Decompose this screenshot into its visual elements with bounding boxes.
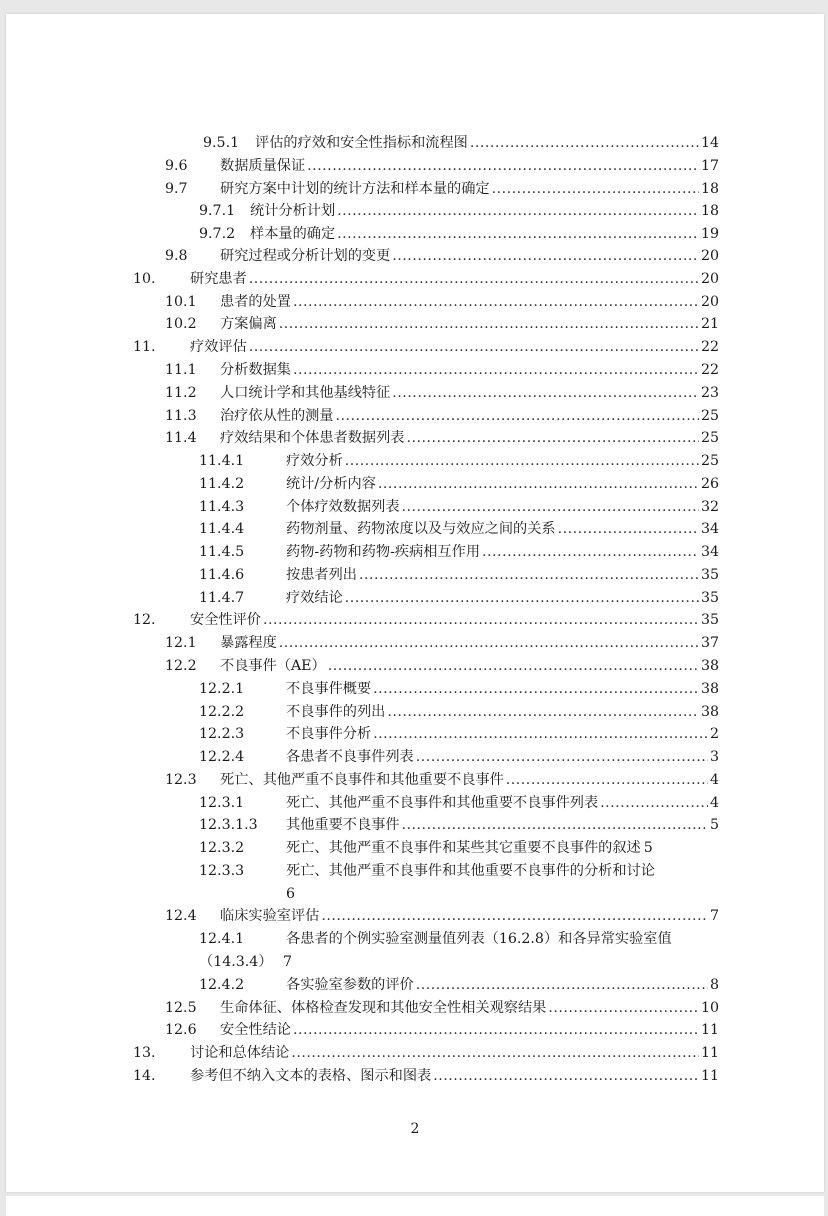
toc-entry-title: 人口统计学和其他基线特征 <box>220 385 391 401</box>
toc-entry-title: 方案偏离 <box>220 316 277 332</box>
toc-entry[interactable] <box>199 679 719 700</box>
toc-entry-number: 11.4.7 <box>199 590 245 606</box>
toc-entry-page: 23 <box>700 385 719 401</box>
toc-entry-page: 20 <box>700 294 719 310</box>
dot-leader <box>392 246 699 267</box>
toc-entry[interactable] <box>165 998 719 1019</box>
toc-entry[interactable] <box>199 838 719 859</box>
dot-leader <box>373 724 708 745</box>
dot-leader <box>600 793 708 814</box>
toc-entry-page: 34 <box>700 521 719 537</box>
toc-entry[interactable] <box>199 542 719 563</box>
dot-leader <box>482 542 699 563</box>
toc-entry-number: 11.3 <box>165 408 197 424</box>
dot-leader <box>279 314 699 335</box>
toc-entry-number: 11.2 <box>165 385 197 401</box>
toc-entry-title: 生命体征、体格检查发现和其他安全性相关观察结果 <box>220 1000 547 1016</box>
toc-entry-title: 数据质量保证 <box>220 158 306 174</box>
toc-entry-page: 35 <box>700 567 719 583</box>
toc-entry-title: 安全性评价 <box>190 612 261 628</box>
toc-entry-number: 12.3 <box>165 772 197 788</box>
toc-entry-page: 25 <box>700 430 719 446</box>
toc-entry-number: 12.2.1 <box>199 681 245 697</box>
toc-entry-number: 11.4.5 <box>199 544 245 560</box>
toc-entry[interactable] <box>133 269 719 290</box>
toc-entry-number: 11.4.1 <box>199 453 245 469</box>
toc-entry-title: 疗效分析 <box>286 453 343 469</box>
dot-leader <box>307 156 699 177</box>
toc-entry-page: 5 <box>643 840 653 856</box>
dot-leader <box>416 975 708 996</box>
toc-entry-page: 3 <box>709 749 719 765</box>
toc-entry-title: 不良事件（AE） <box>220 658 326 674</box>
dot-leader <box>337 201 699 222</box>
toc-entry-number: 12.3.3 <box>199 863 245 879</box>
toc-entry[interactable] <box>199 975 719 996</box>
toc-entry-title: 暴露程度 <box>220 635 277 651</box>
toc-entry-page: 37 <box>700 635 719 651</box>
toc-entry-page: 38 <box>700 681 719 697</box>
toc-entry-page: 38 <box>700 704 719 720</box>
toc-entry-title: 死亡、其他严重不良事件和其他重要不良事件列表 <box>286 795 599 811</box>
table-of-contents <box>6 14 824 1192</box>
toc-entry-number: 12.2.3 <box>199 726 245 742</box>
dot-leader <box>406 428 698 449</box>
toc-entry[interactable] <box>165 360 719 381</box>
toc-entry[interactable] <box>199 565 719 586</box>
toc-entry-title: 药物-药物和药物-疾病相互作用 <box>286 544 481 560</box>
dot-leader <box>249 269 699 290</box>
toc-entry-title: 不良事件的列出 <box>286 704 386 720</box>
toc-entry[interactable] <box>199 224 719 245</box>
toc-entry[interactable] <box>165 428 719 449</box>
toc-entry-page: 11 <box>700 1022 719 1038</box>
document-page <box>6 14 824 1192</box>
toc-entry-number: 11.4.6 <box>199 567 245 583</box>
toc-entry-title-cont: （14.3.4） <box>199 954 273 970</box>
toc-entry-page: 20 <box>700 248 719 264</box>
toc-entry[interactable] <box>199 815 719 836</box>
toc-entry-number: 12.3.2 <box>199 840 245 856</box>
dot-leader <box>293 292 699 313</box>
toc-entry-page: 21 <box>700 316 719 332</box>
toc-entry-title: 安全性结论 <box>220 1022 291 1038</box>
toc-entry-title: 疗效结论 <box>286 590 343 606</box>
toc-entry-title: 治疗依从性的测量 <box>220 408 334 424</box>
toc-entry-page: 8 <box>709 977 719 993</box>
toc-entry-page: 7 <box>283 954 293 970</box>
toc-entry-number: 12.2.2 <box>199 704 245 720</box>
toc-entry-page: 10 <box>700 1000 719 1016</box>
toc-entry-title: 临床实验室评估 <box>220 908 320 924</box>
toc-entry-number: 9.5.1 <box>203 135 240 151</box>
toc-entry-number: 9.7 <box>165 181 188 197</box>
toc-entry[interactable] <box>165 406 719 427</box>
toc-entry[interactable] <box>199 747 719 768</box>
dot-leader <box>402 815 708 836</box>
dot-leader <box>249 337 699 358</box>
toc-entry-number: 12.6 <box>165 1022 197 1038</box>
toc-entry-number: 9.8 <box>165 248 188 264</box>
toc-entry[interactable] <box>165 383 719 404</box>
toc-entry-page: 34 <box>700 544 719 560</box>
toc-entry[interactable] <box>199 474 719 495</box>
toc-entry[interactable] <box>133 610 719 631</box>
toc-entry-page: 25 <box>700 408 719 424</box>
toc-entry[interactable] <box>165 314 719 335</box>
toc-entry-page: 22 <box>700 362 719 378</box>
toc-entry-number: 12.4 <box>165 908 197 924</box>
toc-entry-number: 9.7.2 <box>199 226 236 242</box>
toc-entry[interactable] <box>165 156 719 177</box>
toc-entry-number: 10.2 <box>165 316 197 332</box>
toc-entry-title: 按患者列出 <box>286 567 357 583</box>
toc-entry[interactable] <box>199 519 719 540</box>
dot-leader <box>293 1020 699 1041</box>
toc-entry-page: 26 <box>700 476 719 492</box>
toc-entry-title: 研究过程或分析计划的变更 <box>220 248 391 264</box>
toc-entry[interactable] <box>165 770 719 791</box>
dot-leader <box>387 702 699 723</box>
toc-entry[interactable] <box>133 1043 719 1064</box>
toc-entry-title: 死亡、其他严重不良事件和其他重要不良事件的分析和讨论 <box>286 863 655 879</box>
toc-entry-number: 12.1 <box>165 635 197 651</box>
toc-entry[interactable] <box>133 337 719 358</box>
toc-entry-page: 17 <box>700 158 719 174</box>
toc-entry-title: 研究患者 <box>190 271 247 287</box>
toc-entry-title: 样本量的确定 <box>250 226 336 242</box>
toc-entry-title: 分析数据集 <box>220 362 291 378</box>
toc-entry-title: 参考但不纳入文本的表格、图示和图表 <box>190 1068 432 1084</box>
toc-entry-title: 统计分析计划 <box>250 203 336 219</box>
dot-leader <box>345 588 699 609</box>
toc-entry[interactable] <box>199 497 719 518</box>
toc-entry[interactable] <box>203 133 719 154</box>
dot-leader <box>433 1066 699 1087</box>
toc-entry[interactable] <box>165 656 719 677</box>
toc-entry-number: 11.4.3 <box>199 499 245 515</box>
toc-entry-number: 11.4 <box>165 430 197 446</box>
toc-entry-number: 9.7.1 <box>199 203 236 219</box>
dot-leader <box>263 610 699 631</box>
toc-entry-title: 疗效评估 <box>190 339 247 355</box>
toc-entry-title: 各患者不良事件列表 <box>286 749 414 765</box>
dot-leader <box>378 474 699 495</box>
toc-entry-title: 死亡、其他严重不良事件和其他重要不良事件 <box>220 772 504 788</box>
toc-entry[interactable] <box>199 588 719 609</box>
toc-entry-title: 研究方案中计划的统计方法和样本量的确定 <box>220 181 490 197</box>
dot-leader <box>291 1043 699 1064</box>
toc-entry-page: 5 <box>709 817 719 833</box>
toc-entry-number: 12.3.1 <box>199 795 245 811</box>
toc-entry[interactable] <box>199 929 719 950</box>
next-page-edge <box>6 1196 824 1216</box>
toc-entry-number: 11.1 <box>165 362 197 378</box>
toc-entry[interactable] <box>199 724 719 745</box>
toc-entry[interactable] <box>165 633 719 654</box>
dot-leader <box>548 998 699 1019</box>
toc-entry-title: 药物剂量、药物浓度以及与效应之间的关系 <box>286 521 556 537</box>
dot-leader <box>293 360 699 381</box>
toc-entry-continuation <box>199 952 292 973</box>
dot-leader <box>336 406 699 427</box>
toc-entry[interactable] <box>165 292 719 313</box>
page-number: 2 <box>410 1121 420 1137</box>
dot-leader <box>321 906 708 927</box>
toc-entry-page: 4 <box>709 795 719 811</box>
dot-leader <box>558 519 699 540</box>
toc-entry-number: 10.1 <box>165 294 197 310</box>
toc-entry-number: 12. <box>133 612 156 628</box>
toc-entry[interactable] <box>165 906 719 927</box>
dot-leader <box>492 179 699 200</box>
toc-entry-page: 2 <box>709 726 719 742</box>
toc-entry[interactable] <box>199 861 719 882</box>
toc-entry-page: 18 <box>700 181 719 197</box>
toc-entry[interactable] <box>133 1066 719 1087</box>
toc-entry-number: 9.6 <box>165 158 188 174</box>
toc-entry-page: 35 <box>700 590 719 606</box>
toc-entry-page: 20 <box>700 271 719 287</box>
toc-entry-number: 12.4.2 <box>199 977 245 993</box>
toc-entry-page: 22 <box>700 339 719 355</box>
toc-entry-title: 个体疗效数据列表 <box>286 499 400 515</box>
dot-leader <box>416 747 708 768</box>
toc-entry-title: 疗效结果和个体患者数据列表 <box>220 430 405 446</box>
toc-entry-title: 各患者的个例实验室测量值列表（16.2.8）和各异常实验室值 <box>286 931 672 947</box>
toc-entry-page: 14 <box>700 135 719 151</box>
dot-leader <box>470 133 699 154</box>
toc-entry-number: 12.5 <box>165 1000 197 1016</box>
toc-entry-title: 不良事件概要 <box>286 681 372 697</box>
dot-leader <box>279 633 699 654</box>
dot-leader <box>328 656 699 677</box>
toc-entry-title: 患者的处置 <box>220 294 291 310</box>
toc-entry-page: 19 <box>700 226 719 242</box>
dot-leader <box>392 383 699 404</box>
dot-leader <box>345 451 699 472</box>
toc-entry-title: 评估的疗效和安全性指标和流程图 <box>255 135 468 151</box>
toc-entry-number: 13. <box>133 1045 156 1061</box>
toc-entry-title: 死亡、其他严重不良事件和某些其它重要不良事件的叙述 <box>286 840 641 856</box>
dot-leader <box>402 497 699 518</box>
toc-entry-page: 4 <box>709 772 719 788</box>
toc-entry-title: 讨论和总体结论 <box>190 1045 290 1061</box>
toc-entry-number: 12.2.4 <box>199 749 245 765</box>
dot-leader <box>359 565 699 586</box>
toc-entry-page: 25 <box>700 453 719 469</box>
toc-entry[interactable] <box>165 179 719 200</box>
toc-entry-number: 10. <box>133 271 156 287</box>
toc-entry[interactable] <box>165 246 719 267</box>
toc-entry-page: 7 <box>709 908 719 924</box>
toc-entry-number: 12.2 <box>165 658 197 674</box>
toc-entry-title: 不良事件分析 <box>286 726 372 742</box>
toc-entry[interactable] <box>199 201 719 222</box>
toc-entry-number: 11. <box>133 339 156 355</box>
toc-entry-page: 6 <box>286 886 296 902</box>
toc-entry-page: 11 <box>700 1045 719 1061</box>
dot-leader <box>373 679 699 700</box>
toc-entry-page: 11 <box>700 1068 719 1084</box>
toc-entry-page: 38 <box>700 658 719 674</box>
toc-entry-title: 各实验室参数的评价 <box>286 977 414 993</box>
toc-entry-number: 14. <box>133 1068 156 1084</box>
toc-entry[interactable] <box>199 451 719 472</box>
toc-entry-number: 11.4.4 <box>199 521 245 537</box>
toc-entry-number: 12.4.1 <box>199 931 245 947</box>
toc-entry-title: 其他重要不良事件 <box>286 817 400 833</box>
dot-leader <box>506 770 708 791</box>
toc-entry-page: 35 <box>700 612 719 628</box>
toc-entry[interactable] <box>199 702 719 723</box>
toc-entry-page: 32 <box>700 499 719 515</box>
toc-entry-number: 12.3.1.3 <box>199 817 258 833</box>
toc-entry-page: 18 <box>700 203 719 219</box>
dot-leader <box>337 224 699 245</box>
toc-entry-title: 统计/分析内容 <box>286 476 376 492</box>
toc-entry-number: 11.4.2 <box>199 476 245 492</box>
toc-entry[interactable] <box>165 1020 719 1041</box>
toc-entry[interactable] <box>199 793 719 814</box>
